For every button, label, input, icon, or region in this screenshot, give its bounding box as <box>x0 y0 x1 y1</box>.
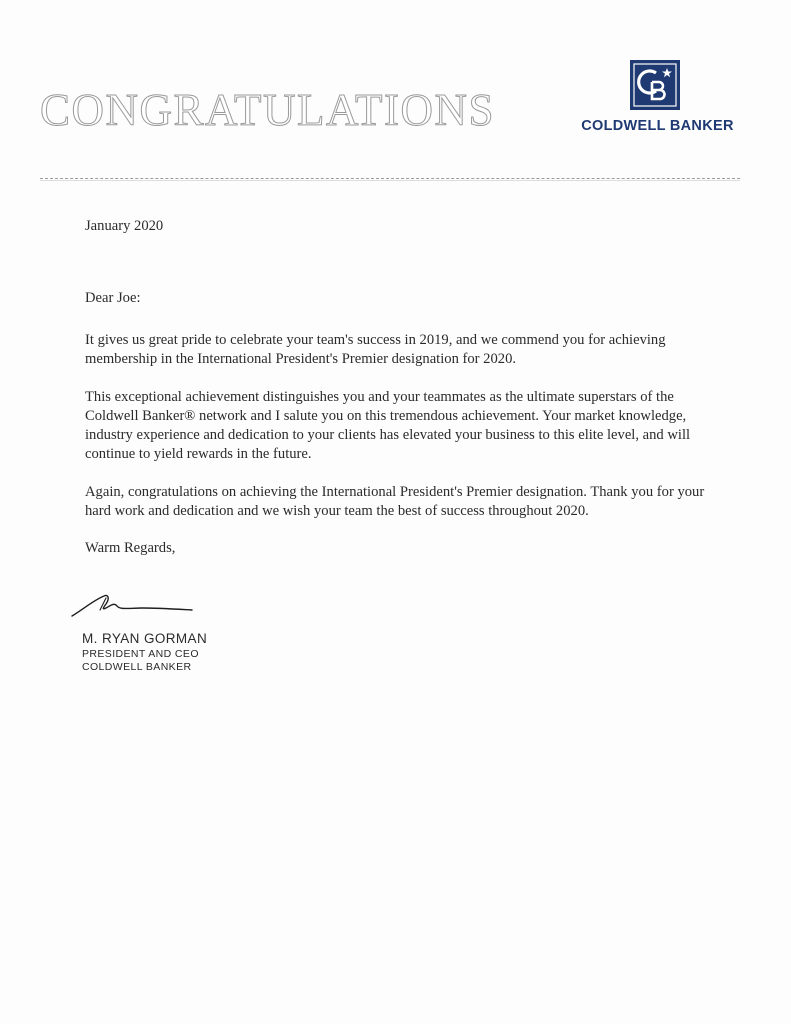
header-divider <box>40 178 740 179</box>
header-divider-secondary <box>40 180 740 181</box>
letter-closing: Warm Regards, <box>85 540 176 556</box>
letter-paragraph: It gives us great pride to celebrate your team's success in 2019, and we commend you for achieving membership in the International President's Premier designation for 2020. <box>85 332 666 367</box>
letter-date: January 2020 <box>85 218 164 234</box>
signer-title: PRESIDENT AND CEO <box>82 648 199 660</box>
brand-name: COLDWELL BANKER <box>581 118 734 134</box>
letter-paragraph: This exceptional achievement distinguishes you and your teammates as the ultimate superstars of the Coldwell Banker® network and I salute you on this tremendous achievement. Your market knowledge, industry experience and dedication to your clients has elevated your business to this elite level, and will continue to yield rewards in the future. <box>85 389 691 462</box>
page-title: CONGRATULATIONS <box>40 85 496 135</box>
brand-logo <box>570 60 745 140</box>
letter-paragraph: Again, congratulations on achieving the International President's Premier designation. Thank you for your hard work and dedication and we wish your team the best of success throughout 2020. <box>85 484 705 519</box>
coldwell-banker-logo-icon <box>630 60 680 110</box>
letter-salutation: Dear Joe: <box>85 290 141 306</box>
signer-name: M. RYAN GORMAN <box>82 631 208 646</box>
handwritten-signature <box>70 588 200 628</box>
signer-company: COLDWELL BANKER <box>82 661 192 673</box>
